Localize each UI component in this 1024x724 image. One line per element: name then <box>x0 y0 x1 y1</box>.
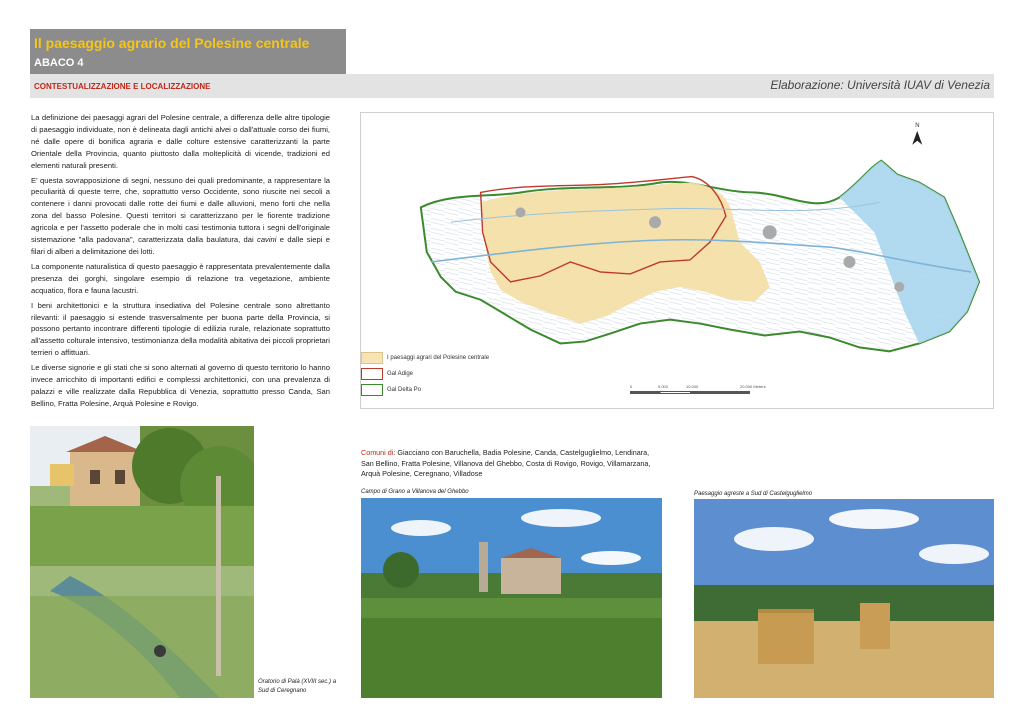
paragraph-4: I beni architettonici e la struttura insediativa del Polesine centrale sono altrettanto rilevanti: il paesaggio si estende trasversalmente per buona parte della Provincia, si possono pertanto incontrare differenti tipologie di edilizia rurale, relazionate soprattutto all'assetto colturale intensivo, testimonianza della modalità abitativa dei piccoli proprietari terrieri o affittuari. <box>31 300 330 358</box>
credit-line: Elaborazione: Università IUAV di Venezia <box>770 78 990 92</box>
section-bar <box>30 74 994 98</box>
legend-item-delta <box>361 384 541 398</box>
paragraph-1: La definizione dei paesaggi agrari del Polesine centrale, a differenza delle altre tipologie di paesaggio individuate, non è delineata dagli antichi alvei o dall'attuale corso dei fiumi, né dalle opere di bonifica agraria e dalle colture estensive caratterizzanti la parte Orientale della Provincia, quanto piuttosto dalla molteplicità di vicende, tradizioni ed elementi naturali presenti. <box>31 113 330 170</box>
comuni-text: Giacciano con Baruchella, Badia Polesine, Canda, Castelguglielmo, Lendinara, San Bellino, Fratta Polesine, Villanova del Ghebbo, Costa di Rovigo, Rovigo, Villamarzana, Arquà Polesine, Ceregnano, Villadose <box>361 448 651 478</box>
caption-photo-1: Oratorio di Palà (XVIII sec.) a Sud di Ceregnano <box>258 679 337 694</box>
north-arrow-icon <box>912 131 922 145</box>
scale-label-1: 5.000 <box>658 384 669 389</box>
legend-label-adige: Gal Adige <box>387 371 414 377</box>
legend-item-agrarian <box>361 352 541 366</box>
legend-swatch-delta <box>361 384 383 396</box>
page-title: Il paesaggio agrario del Polesine centrale <box>34 35 310 51</box>
paragraph-2-emphasis: cavini <box>257 235 277 245</box>
scale-bar <box>630 384 780 396</box>
photo-oratorio <box>30 426 254 698</box>
page-subtitle: ABACO 4 <box>34 57 84 69</box>
legend-label-agrarian: I paesaggi agrari del Polesine centrale <box>387 355 490 361</box>
body-text <box>31 112 330 413</box>
north-label: N <box>915 122 920 129</box>
paragraph-2a: E' questa sovrapposizione di segni, nessuno dei quali predominante, a rappresentare la peculiarità di queste terre, che, soprattutto verso Occidente, sono riuscite nei secoli a contenere i danni provocati dalle rotte dei fiumi e dalle alluvioni, meno forti che nella zona del basso Polesine. Questi territori si caratterizzano per le fiorente tradizione agricola e per l'assetto poderale che in molti casi testimonia tuttora i segni dell'originale sistemazione "alla padovana", caratterizzata dalla baulatura, dai <box>31 175 330 245</box>
scale-label-2: 10.000 <box>686 384 699 389</box>
scale-graphic <box>630 391 750 394</box>
scale-label-3: 20.000 Meters <box>740 384 766 389</box>
section-heading: CONTESTUALIZZAZIONE E LOCALIZZAZIONE <box>34 82 211 91</box>
photo-wheat-field <box>361 498 662 698</box>
scale-label-0: 0 <box>630 384 633 389</box>
paragraph-2 <box>31 175 330 258</box>
paragraph-5: Le diverse signorie e gli stati che si sono alternati al governo di questo territorio lo hanno invece arricchito di importanti edifici e complessi architettonici, con una prevalenza di palazzi e ville realizzate dalla Repubblica di Venezia, soprattutto presso Canda, San Bellino, Fratta Polesine, Arquà Polesine e Rovigo. <box>31 363 330 408</box>
comuni-list <box>361 448 661 480</box>
paragraph-2b: e dalle siepi e filari di alberi a delimitazione dei lotti. <box>31 235 330 256</box>
legend-swatch-adige <box>361 368 383 380</box>
paragraph-3: La componente naturalistica di questo paesaggio è rappresentata prevalentemente dalla presenza dei gorghi, singolare esempio di relazione tra vegetazione, ambiente acquatico, flora e fauna lacustri. <box>31 261 330 295</box>
photo-hay-bales <box>694 499 994 698</box>
caption-photo-2: Campo di Grano a Villanova del Ghebbo <box>361 489 469 495</box>
legend-item-adige <box>361 368 541 382</box>
legend-label-delta: Gal Delta Po <box>387 387 422 393</box>
comuni-label: Comuni di: <box>361 448 396 457</box>
legend-swatch-agrarian <box>361 352 383 364</box>
title-box <box>30 29 346 74</box>
caption-photo-3: Paesaggio agreste a Sud di Castelguglielmo <box>694 491 813 497</box>
